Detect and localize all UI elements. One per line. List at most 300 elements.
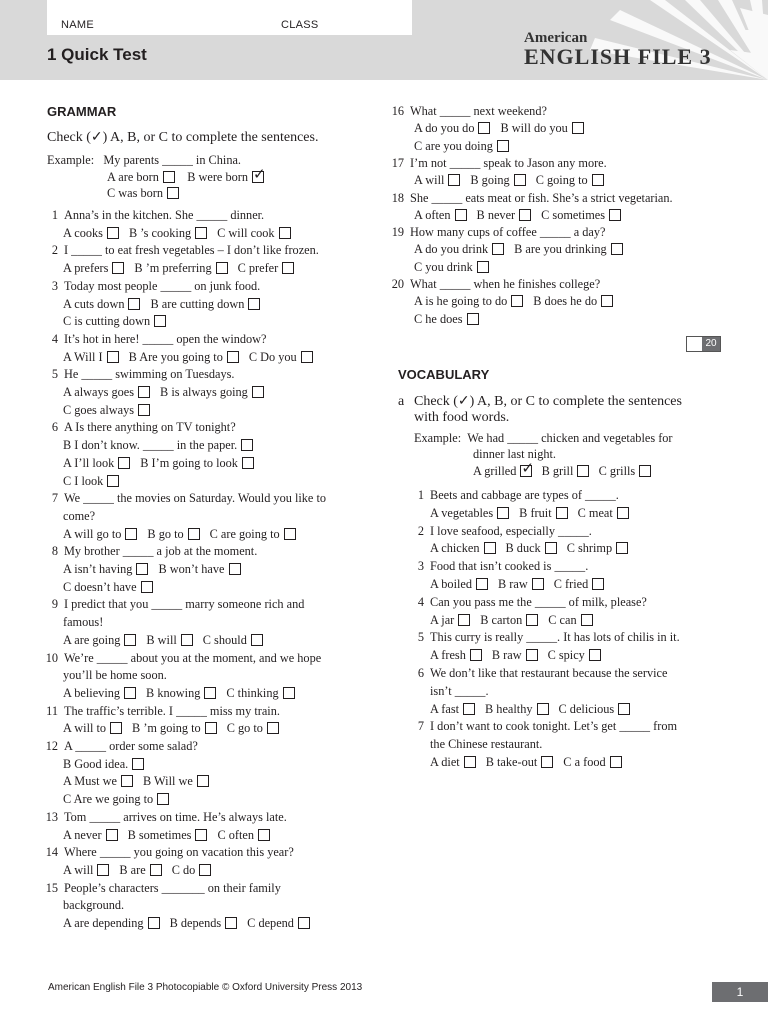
score-total: 20 [702,337,720,351]
answer-options [63,828,270,843]
answer-options [414,208,621,223]
checkbox[interactable] [110,722,122,734]
question-number: 17 [391,155,404,170]
option-label: C delicious [558,701,615,716]
question-continuation [430,737,542,752]
vocabulary-instruction-line2: with food words. [414,410,510,425]
question-stem [408,524,592,539]
checkbox[interactable] [617,507,629,519]
question-stem [388,156,607,171]
example-sentence: My parents _____ in China. [103,153,242,167]
answer-options [63,226,291,241]
option-label: B raw [491,648,522,663]
question-text: What _____ next weekend? [410,104,547,118]
name-class-bar [47,0,412,35]
page-number: 1 [712,982,768,1002]
checkbox[interactable] [125,528,137,540]
checkbox[interactable] [537,703,549,715]
option-label: B does he do [533,294,598,309]
option-label: B ’s cooking [128,225,192,240]
checkbox-checked[interactable] [520,465,532,477]
question-continuation [430,684,489,699]
option-label: C fried [553,577,589,591]
checkbox[interactable] [545,542,557,554]
question-stem [408,595,647,610]
answer-options [414,294,613,309]
checkbox[interactable] [242,457,254,469]
question-text: background. [63,898,125,913]
option-label: A vegetables [430,505,494,520]
question-continuation [63,615,103,630]
answer-options [430,702,630,717]
checkbox[interactable] [611,243,623,255]
option-label: B Good idea. [63,756,129,771]
question-number: 6 [417,666,424,680]
checkbox[interactable] [448,174,460,186]
instruction-line1: Check (✓) A, B, or C to complete the sentences [414,394,682,409]
brand-top: American [524,30,588,46]
question-text: Today most people _____ on junk food. [64,278,261,293]
question-text: Where _____ you going on vacation this year? [64,845,294,860]
question-number: 12 [45,739,58,753]
example-option-a: A grilled [473,464,517,478]
answer-options [63,792,169,807]
question-number: 2 [417,523,424,538]
option-label: C going to [535,173,588,188]
question-text: A _____ order some salad? [64,739,198,753]
question-number: 6 [51,420,58,435]
option-label: B are you drinking [514,242,607,257]
question-number: 3 [51,278,58,293]
question-number: 2 [51,243,58,258]
option-label: C Do you [248,349,297,364]
question-stem [42,243,319,258]
grammar-example-options-row1 [107,170,264,185]
option-label: B ’m preferring [134,261,212,276]
answer-options [63,474,119,489]
option-label: B I don’t know. _____ in the paper. [63,438,238,453]
checkbox[interactable] [467,313,479,325]
checkbox[interactable] [124,687,136,699]
checkbox[interactable] [464,756,476,768]
option-label: A do you do [414,121,475,136]
answer-options [430,541,628,556]
vocab-example-options [473,464,651,479]
option-label: A believing [63,685,121,700]
option-label: C should [202,632,247,647]
checkbox[interactable] [458,614,470,626]
checkbox[interactable] [227,351,239,363]
checkbox[interactable] [148,917,160,929]
checkbox[interactable] [526,614,538,626]
brand-main [524,44,712,70]
option-label: C often [217,827,255,842]
question-stem [408,488,619,503]
checkbox[interactable] [497,140,509,152]
checkbox[interactable] [157,793,169,805]
answer-options [63,757,144,772]
option-label: A will go to [63,526,122,541]
option-label: A fresh [430,648,466,663]
option-label: A is he going to do [414,294,508,309]
checkbox[interactable] [609,209,621,221]
option-label: A diet [430,755,460,769]
option-label: A chicken [430,541,480,556]
answer-options [414,242,623,257]
checkbox[interactable] [492,243,504,255]
checkbox[interactable] [283,687,295,699]
option-label: C go to [226,721,263,736]
checkbox[interactable] [124,634,136,646]
checkbox[interactable] [592,174,604,186]
question-stem [388,191,673,206]
option-label: B will do you [500,121,568,136]
question-stem [388,277,600,292]
question-stem [42,279,260,294]
checkbox[interactable] [167,187,179,199]
checkbox[interactable] [107,351,119,363]
vocabulary-title: VOCABULARY [398,367,490,382]
checkbox[interactable] [301,351,313,363]
checkbox[interactable] [279,227,291,239]
question-continuation [63,898,124,913]
option-label: C meat [577,505,613,520]
checkbox[interactable] [463,703,475,715]
checkbox[interactable] [181,634,193,646]
brand-level: 3 [699,44,712,69]
checkbox[interactable] [251,634,263,646]
question-text: I’m not _____ speak to Jason any more. [410,155,607,170]
checkbox[interactable] [136,563,148,575]
question-stem [388,225,605,240]
answer-options [63,297,260,312]
checkbox[interactable] [252,386,264,398]
checkbox[interactable] [112,262,124,274]
question-number: 20 [391,277,404,291]
example-option-b: B grill [541,464,574,478]
checkbox[interactable] [284,528,296,540]
question-number: 9 [51,597,58,612]
checkbox[interactable] [163,171,175,183]
question-stem [408,630,680,645]
example-label: Example: [414,431,462,445]
option-label: C are you doing [414,138,493,153]
vocabulary-instruction [398,394,682,410]
question-text: Anna’s in the kitchen. She _____ dinner. [64,208,265,222]
question-text: We’re _____ about you at the moment, and we hope [64,650,322,665]
checkbox[interactable] [470,649,482,661]
option-label: A often [414,207,451,222]
checkbox[interactable] [601,295,613,307]
answer-options [414,260,489,275]
checkbox[interactable] [267,722,279,734]
checkbox[interactable] [618,703,630,715]
option-label: B go to [147,526,184,541]
question-number: 13 [45,809,58,824]
question-number: 15 [45,880,58,895]
answer-options [63,916,310,931]
question-stem [42,739,198,754]
checkbox[interactable] [592,578,604,590]
checkbox[interactable] [541,756,553,768]
checkbox[interactable] [577,465,589,477]
answer-options [63,438,253,453]
option-label: C prefer [237,261,279,276]
checkbox[interactable] [610,756,622,768]
checkbox[interactable] [118,457,130,469]
question-text: come? [63,508,96,523]
option-label: A fast [430,701,460,716]
checkbox[interactable] [484,542,496,554]
question-stem [42,881,281,896]
checkbox[interactable] [106,829,118,841]
checkbox[interactable] [188,528,200,540]
question-stem [42,491,326,506]
checkbox[interactable] [478,122,490,134]
question-number: 1 [417,488,424,502]
checkbox[interactable] [154,315,166,327]
question-number: 5 [51,367,58,382]
checkbox[interactable] [526,649,538,661]
option-label: B carton [480,612,523,627]
checkbox[interactable] [199,864,211,876]
option-label: A will [63,862,94,877]
checkbox-checked[interactable] [252,171,264,183]
brand-main-text: ENGLISH FILE [524,44,694,69]
question-text: A Is there anything on TV tonight? [64,420,236,435]
answer-options [414,312,479,327]
checkbox[interactable] [205,722,217,734]
checkbox[interactable] [141,581,153,593]
question-text: Can you pass me the _____ of milk, please? [430,594,647,609]
question-text: We don’t like that restaurant because the service [430,666,668,680]
answer-options [414,139,509,154]
question-stem [42,332,267,347]
question-stem [42,544,257,559]
question-text: It’s hot in here! _____ open the window? [64,331,267,346]
option-label: C will cook [217,225,275,240]
grammar-example-options-row2 [107,186,179,201]
option-label: C depend [247,916,294,930]
option-label: C goes always [63,402,135,417]
question-number: 1 [51,208,58,222]
checkbox[interactable] [195,829,207,841]
question-number: 5 [417,630,424,645]
question-text: What _____ when he finishes college? [410,277,601,291]
question-text: I predict that you _____ marry someone rich and [64,597,305,612]
option-label: B sometimes [127,827,192,842]
checkbox[interactable] [298,917,310,929]
question-text: The traffic’s terrible. I _____ miss my train. [64,703,280,718]
option-label: B is always going [160,385,248,399]
checkbox[interactable] [581,614,593,626]
question-text: Food that isn’t cooked is _____. [430,559,589,574]
option-label: A I’ll look [63,455,115,470]
checkbox[interactable] [497,507,509,519]
name-label: NAME [61,19,94,31]
option-label: B will [146,632,177,647]
test-title: 1 Quick Test [47,45,147,64]
answer-options [63,863,211,878]
option-label: A isn’t having [63,562,133,576]
question-text: I don’t want to cook tonight. Let’s get _____ from [430,719,678,734]
question-number: 18 [391,190,404,205]
option-label: A Will I [63,349,103,364]
checkbox[interactable] [107,475,119,487]
example-option-c: C grills [598,464,636,478]
question-text: Beets and cabbage are types of _____. [430,488,619,502]
checkbox[interactable] [258,829,270,841]
question-text: He _____ swimming on Tuesdays. [64,367,235,382]
answer-options [430,648,601,663]
checkbox[interactable] [589,649,601,661]
checkbox[interactable] [476,578,488,590]
checkbox[interactable] [248,298,260,310]
grammar-instruction: Check (✓) A, B, or C to complete the sentences. [47,130,319,145]
part-label: a [398,394,405,409]
checkbox[interactable] [532,578,544,590]
option-label: B depends [169,916,222,930]
option-label: B duck [505,541,541,556]
checkbox[interactable] [241,439,253,451]
example-option-a: A are born [107,170,159,184]
answer-options [63,314,166,329]
checkbox[interactable] [639,465,651,477]
question-text: She _____ eats meat or fish. She’s a strict vegetarian. [410,190,673,205]
option-label: C you drink [414,259,473,274]
option-label: A cooks [63,225,103,240]
question-stem [42,810,287,825]
option-label: B ’m going to [132,721,201,736]
question-stem [42,208,264,223]
question-stem [42,651,321,666]
question-number: 4 [417,594,424,609]
checkbox[interactable] [216,262,228,274]
question-number: 7 [51,491,58,506]
checkbox[interactable] [195,227,207,239]
question-stem [388,104,547,119]
checkbox[interactable] [97,864,109,876]
question-stem [408,559,588,574]
checkbox[interactable] [616,542,628,554]
question-stem [42,420,236,435]
option-label: C sometimes [541,207,606,222]
checkbox[interactable] [511,295,523,307]
option-label: C doesn’t have [63,579,137,594]
answer-options [63,686,295,701]
checkbox[interactable] [519,209,531,221]
example-option-c: C was born [107,186,164,200]
question-stem [408,719,677,734]
option-label: A will [414,173,445,188]
checkbox[interactable] [107,227,119,239]
checkbox[interactable] [128,298,140,310]
vocab-example-stem-line2: dinner last night. [473,447,556,461]
question-number: 11 [46,703,58,718]
option-label: C do [171,862,196,877]
option-label: C can [548,612,577,627]
answer-options [63,580,153,595]
question-stem [408,666,667,681]
answer-options [430,613,593,628]
checkbox[interactable] [229,563,241,575]
option-label: B are [119,862,146,877]
question-text: My brother _____ a job at the moment. [64,544,258,559]
question-text: famous! [63,615,104,630]
option-label: A cuts down [63,296,125,311]
option-label: B take-out [485,755,538,769]
question-continuation [63,668,167,683]
option-label: C spicy [547,648,585,663]
checkbox[interactable] [225,917,237,929]
example-option-b: B were born [187,170,248,184]
answer-options [414,173,604,188]
option-label: C shrimp [566,541,613,556]
checkbox[interactable] [477,261,489,273]
question-stem [42,704,280,719]
answer-options [430,577,604,592]
checkbox[interactable] [197,775,209,787]
question-number: 7 [417,719,424,734]
checkbox[interactable] [138,404,150,416]
option-label: A Must we [63,774,117,789]
checkbox[interactable] [132,758,144,770]
question-text: This curry is really _____. It has lots of chilis in it. [430,630,680,645]
answer-options [63,350,313,365]
checkbox[interactable] [514,174,526,186]
question-stem [42,845,294,860]
question-stem [42,367,234,382]
option-label: A never [63,827,102,842]
checkbox[interactable] [204,687,216,699]
question-text: you’ll be home soon. [63,668,167,683]
option-label: B I’m going to look [140,455,238,470]
checkbox[interactable] [150,864,162,876]
checkbox[interactable] [556,507,568,519]
checkbox[interactable] [572,122,584,134]
checkbox[interactable] [455,209,467,221]
grammar-example-stem [47,153,241,168]
answer-options [63,261,294,276]
question-continuation [63,509,95,524]
example-label: Example: [47,153,95,167]
page-header [0,0,768,80]
question-stem [42,597,304,612]
question-number: 14 [45,845,58,860]
vocab-example-stem [414,431,673,446]
question-text: People’s characters _______ on their family [64,880,281,895]
option-label: A prefers [63,261,109,276]
option-label: B fruit [519,505,552,520]
option-label: A jar [430,612,455,627]
option-label: A are depending [63,916,144,930]
question-number: 4 [51,331,58,346]
question-text: I love seafood, especially _____. [430,523,592,538]
option-label: C a food [563,755,606,769]
question-text: We _____ the movies on Saturday. Would you like to [64,491,327,506]
option-label: C thinking [226,685,279,700]
question-text: I _____ to eat fresh vegetables – I don’t like frozen. [64,243,319,258]
option-label: B Are you going to [128,349,223,364]
score-input[interactable] [687,337,702,351]
checkbox[interactable] [282,262,294,274]
option-label: C I look [63,473,104,488]
checkbox[interactable] [121,775,133,787]
checkbox[interactable] [138,386,150,398]
option-label: A will to [63,721,107,736]
question-number: 8 [51,544,58,559]
answer-options [63,721,279,736]
